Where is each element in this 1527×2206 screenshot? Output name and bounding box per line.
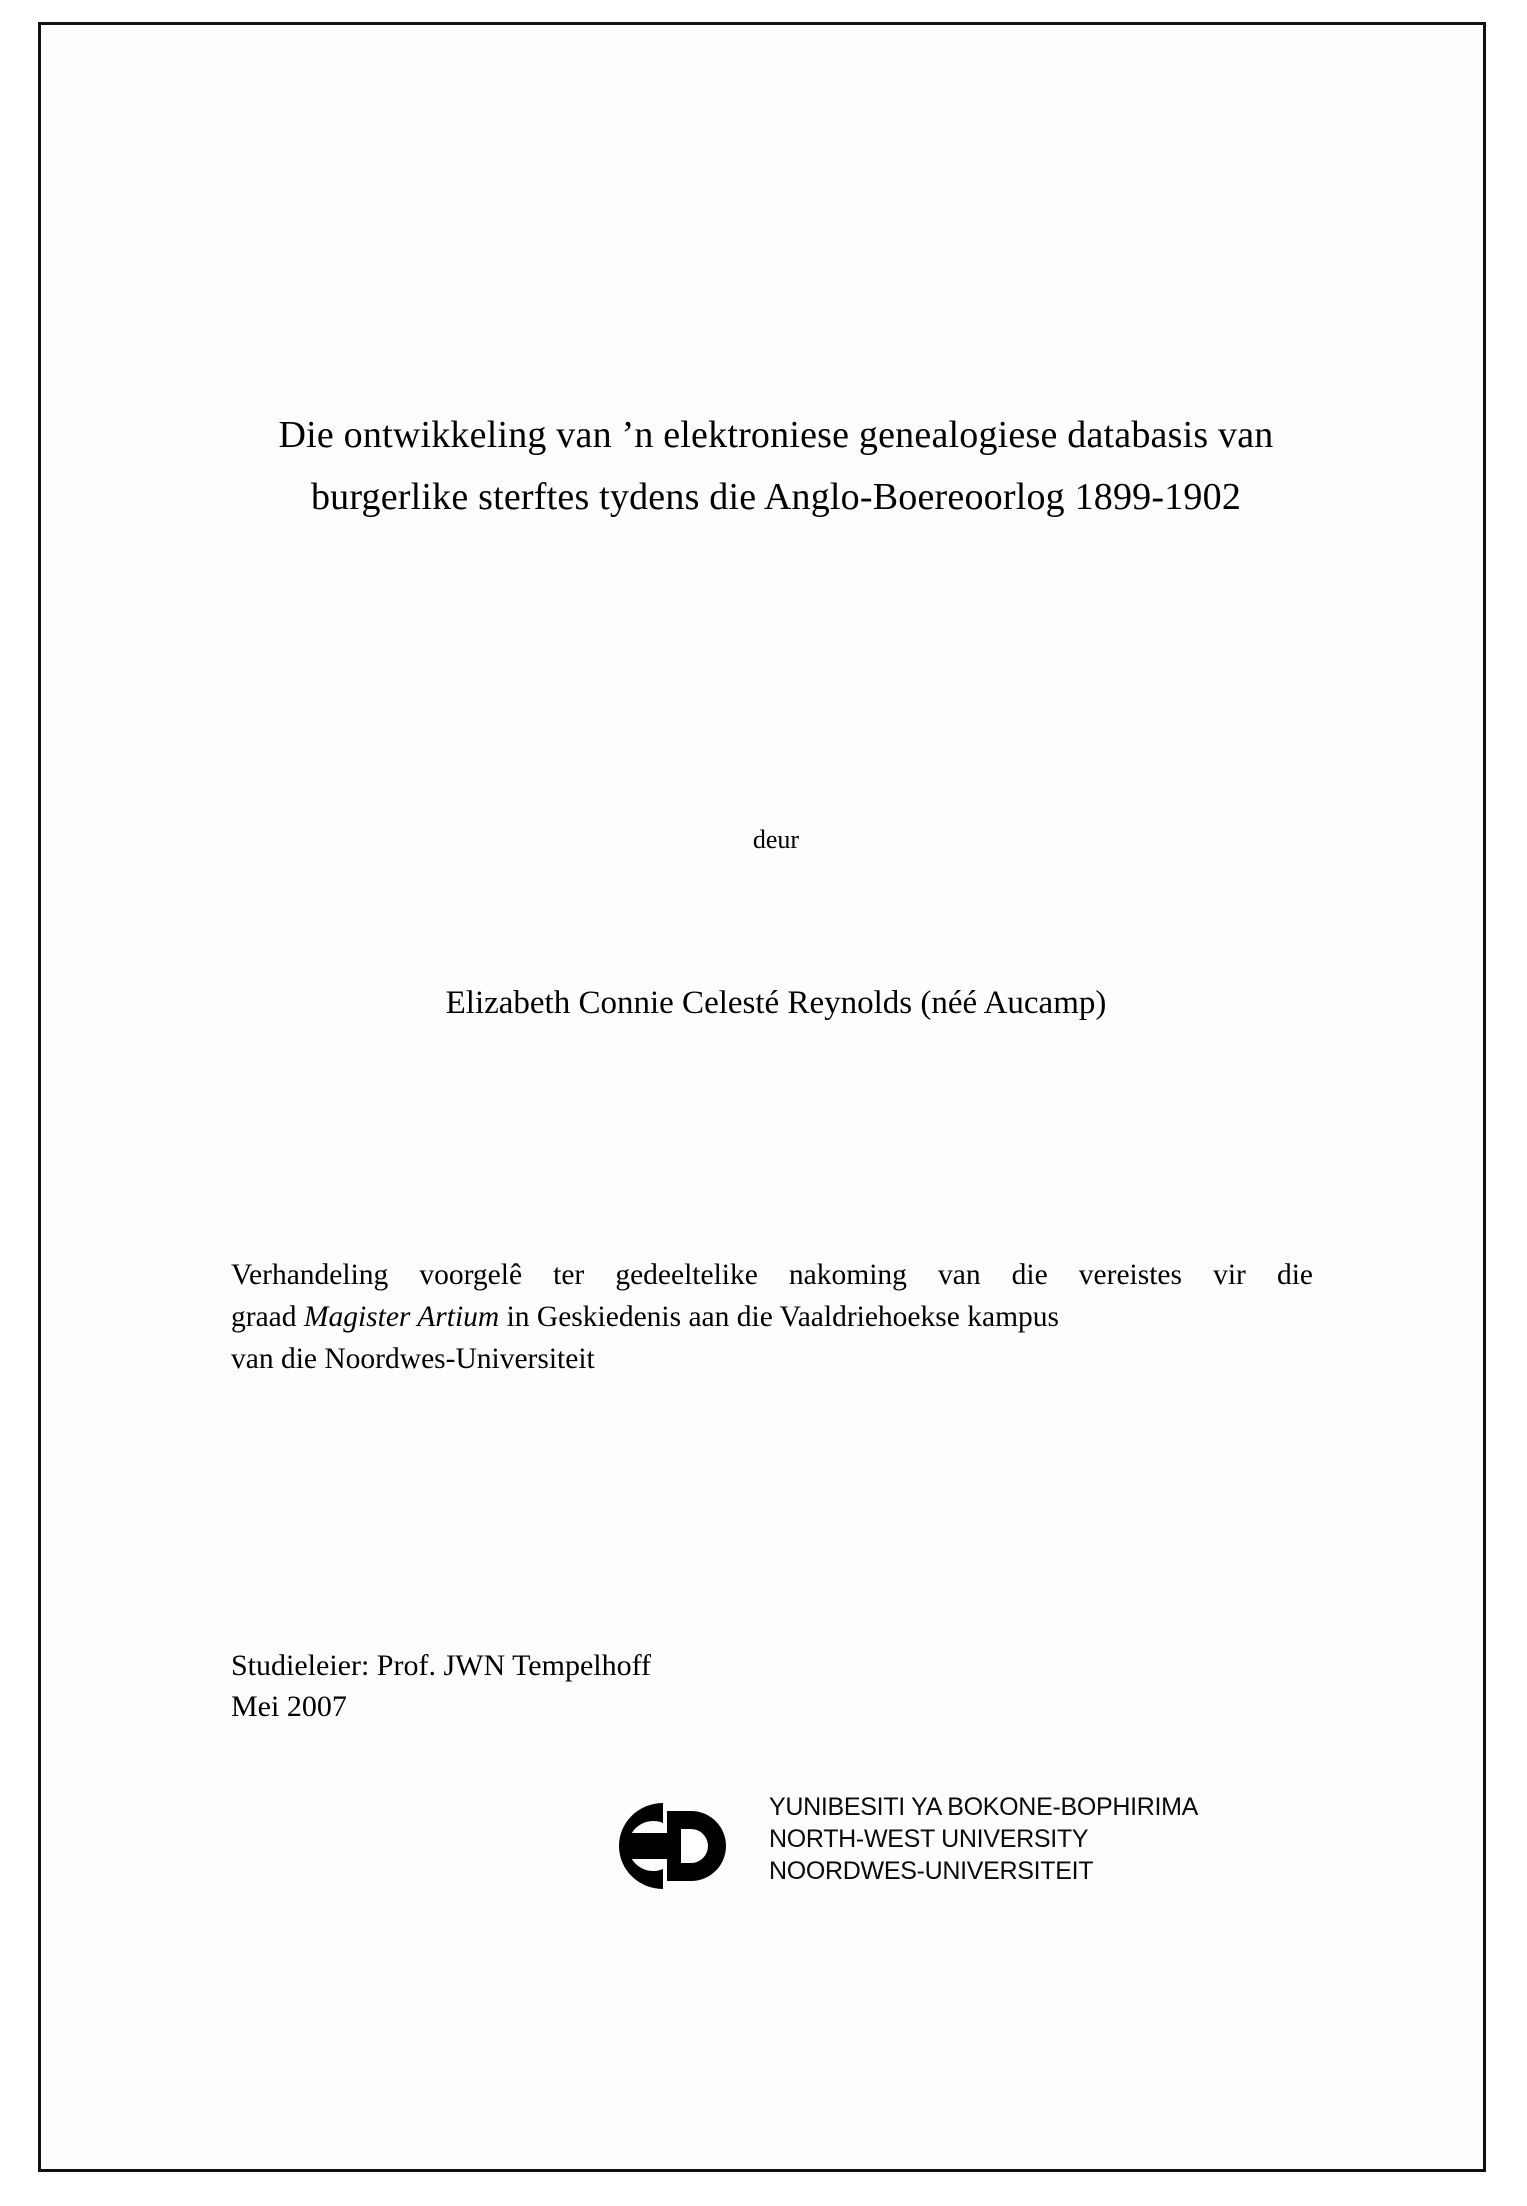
degree-statement-line-2-pre: graad [231, 1300, 304, 1333]
author-name: Elizabeth Connie Celesté Reynolds (néé Aucamp) [445, 985, 1107, 1021]
logo-text-line-2: NORTH-WEST UNIVERSITY [769, 1825, 1089, 1853]
degree-statement [231, 1255, 1313, 1381]
supervisor-name: Studieleier: Prof. JWN Tempelhoff [231, 1649, 652, 1682]
logo-text-line-1: YUNIBESITI YA BOKONE-BOPHIRIMA [769, 1793, 1199, 1821]
logo-text-line-3: NOORDWES-UNIVERSITEIT [769, 1857, 1094, 1885]
thesis-title [221, 405, 1331, 528]
degree-statement-line-2 [231, 1297, 1313, 1339]
thesis-title-line-1: Die ontwikkeling van ’n elektroniese genealogiese databasis van [278, 414, 1274, 456]
page-border-frame [38, 22, 1486, 2172]
title-page-content [191, 85, 1351, 2105]
submission-date: Mei 2007 [231, 1690, 347, 1724]
degree-statement-line-3: van die Noordwes-Universiteit [231, 1342, 595, 1375]
north-west-university-logo-icon [571, 1791, 761, 1901]
degree-statement-line-1: Verhandeling voorgelê ter gedeeltelike nakoming van die vereistes vir die [231, 1259, 1313, 1291]
degree-statement-line-2-post: in Geskiedenis aan die Vaaldriehoekse kampus [499, 1300, 1059, 1333]
by-word: deur [752, 825, 800, 854]
university-logo-block [571, 1785, 1271, 1915]
university-logo-text [769, 1791, 1198, 1887]
supervisor-block [231, 1645, 1131, 1728]
thesis-title-line-2: burgerlike sterftes tydens die Anglo-Boereoorlog 1899-1902 [310, 475, 1242, 518]
degree-name-italic: Magister Artium [303, 1300, 500, 1333]
